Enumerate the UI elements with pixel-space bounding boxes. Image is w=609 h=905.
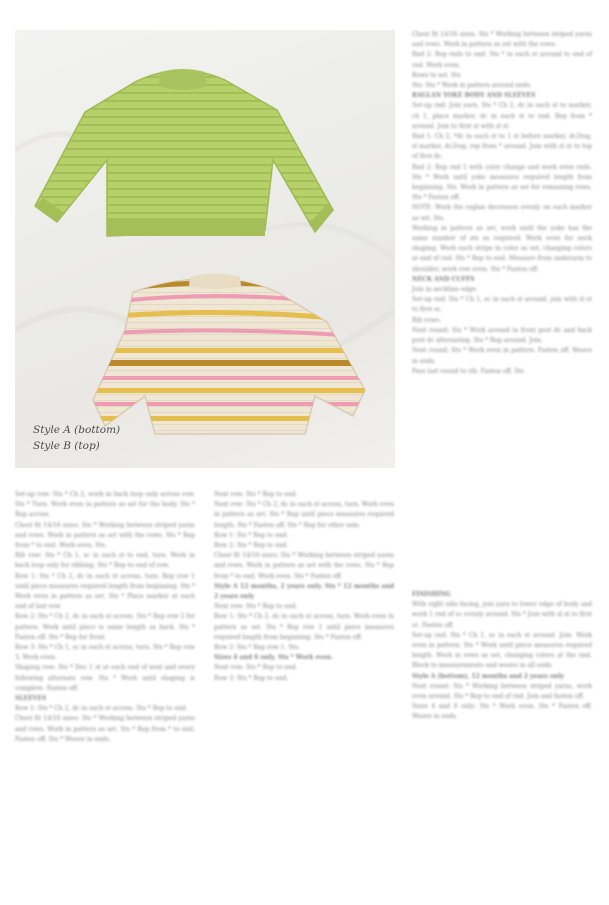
paragraph: Rows to set. Sts bbox=[412, 71, 461, 79]
paragraph: Next row: Sts * Rep to end. bbox=[214, 491, 298, 498]
sweaters-image bbox=[15, 30, 395, 468]
subheading: Style A 12 months, 2 years only. Sts * 12 months and 2 years only bbox=[214, 582, 394, 601]
paragraph: Rnd 2: Rep rnds to end. Sts * in each st around to end of rnd. Work even. bbox=[412, 51, 592, 69]
paragraph: Set-up row: Sts * Ch 2, work in back loop only across row. Sts * Turn. Work even in pattern as set for the body. Sts * Rep across. bbox=[15, 491, 195, 519]
paragraph: Set-up rnd: Sts * Ch 1, sc in each st around. Join. Work even in pattern. Sts * Work until piece measures required length. Work in rows as set, changing colors at the end. Block to measurements and weave in all ends. bbox=[412, 631, 592, 670]
paragraph: Set-up rnd: Join yarn. Sts * Ch 2, dc in each st to marker, ch 1, place marker, dc in each st to end. Rep from * around. Join to first st with sl st. bbox=[412, 102, 592, 130]
paragraph: Sts: Sts * Work in pattern around ends. bbox=[412, 82, 532, 90]
paragraph: Rib rows: bbox=[412, 316, 441, 324]
paragraph: Rib row: Sts * Ch 1, sc in each st to end, turn. Work in back loop only for ribbing. Sts * Rep to end of row. bbox=[15, 552, 195, 570]
paragraph: Row 2: Sts * Ch 2, dc in each st across. Sts * Rep row 2 for pattern. Work until piece is same length as back. Sts * Fasten off. Sts * Rep for front. bbox=[15, 613, 195, 641]
green-sweater bbox=[35, 69, 333, 236]
paragraph: Next row: Sts * Rep to end. bbox=[214, 664, 298, 672]
caption-style-b: Style B (top) bbox=[33, 440, 100, 452]
paragraph: Working in pattern as set, work until the yoke has the same number of sts as required. Work even for neck shaping. Work each stripe in color as set, changing colors at end of rnd. Sts * Rep to end. Measure from underarm to shoulder, work row even. Sts * Fasten off. bbox=[412, 224, 592, 273]
paragraph: Row 2: Sts * Rep to end. bbox=[214, 542, 289, 550]
paragraph: Rnd 2: Rep rnd 1 with color change and work even rnds. Sts * Work until yoke measures required length from beginning. Sts. Work in pattern as set for remaining rows. Sts * Fasten off. bbox=[412, 163, 592, 202]
paragraph: Next row: Sts * Rep to end. bbox=[214, 603, 298, 611]
paragraph: Row 3: Sts * Rep to end. bbox=[214, 674, 289, 682]
note: NOTE: Work the raglan decreases evenly on each marker as set. Sts. bbox=[412, 204, 592, 222]
paragraph: Row 3: Sts * Ch 1, sc in each st across, turn. Sts * Rep row 3. Work even. bbox=[15, 644, 195, 662]
text-column-left bbox=[15, 490, 195, 745]
paragraph: Next round: Sts * Work even in pattern. Fasten off. Weave in ends. bbox=[412, 347, 592, 365]
paragraph: Pass last round to rib. Fasten off. Sts bbox=[412, 367, 524, 375]
paragraph: Chest fit 14/16 sizes: Sts * Working between striped yarns and rows. Work in pattern as set with the rows. Sts * Rep from * to end. Work even. Sts. bbox=[15, 521, 195, 550]
caption-style-a: Style A (bottom) bbox=[33, 424, 121, 436]
paragraph: Row 1: Sts * Ch 2, dc in each st across. Sts * Rep to end. bbox=[15, 705, 188, 713]
paragraph: Next round: Sts * Work around in front post dc and back post dc alternating. Sts * Rep around. Join. bbox=[412, 326, 592, 345]
paragraph: Row 1: Sts * Ch 2, dc in each st across, turn. Rep row 1 until piece measures required length from beginning. Sts * Work even in pattern as set. Sts * Place marker at each end of last row. bbox=[15, 572, 195, 611]
paragraph: With right side facing, join yarn to lower edge of body and work 1 rnd of sc evenly around. Sts * Join with sl st to first sc. Fasten off. bbox=[412, 601, 592, 629]
paragraph: Chest fit 14/16 sizes: Sts * Working between striped yarns and rows. Work in pattern as set with the rows. Sts * Rep from * to end. Work even. Sts * Fasten off. bbox=[214, 552, 394, 580]
paragraph: Sizes 4 and 6 only: Sts * Work even. Sts * Fasten off. Weave in ends. bbox=[412, 703, 592, 721]
section-heading: SLEEVES bbox=[15, 695, 47, 703]
text-column-right-bottom bbox=[412, 590, 592, 723]
paragraph: Row 2: Sts * Rep row 1. Sts. bbox=[214, 644, 300, 652]
paragraph: Shaping row: Sts * Dec 1 st at each end of next and every following alternate row. Sts * Work until shaping is complete. Fasten off. bbox=[15, 664, 195, 692]
product-photo bbox=[15, 30, 395, 468]
paragraph: Set-up rnd: Sts * Ch 1, sc in each st around, join with sl st to first sc. bbox=[412, 296, 592, 314]
text-column-right-top bbox=[412, 30, 592, 377]
paragraph: Row 1: Sts * Ch 2, dc in each st across, turn. Work even in pattern as set. Sts * Rep row 1 until piece measures required length from beginning. Sts * Fasten off. bbox=[214, 613, 394, 641]
paragraph: Join in neckline edge. bbox=[412, 286, 478, 294]
text-column-middle bbox=[214, 490, 394, 684]
subheading: Style A (bottom), 12 months and 2 years only bbox=[412, 672, 564, 680]
section-heading: RAGLAN YOKE BODY AND SLEEVES bbox=[412, 92, 536, 100]
striped-sweater bbox=[75, 274, 375, 435]
subheading: Sizes 4 and 6 only. Sts * Work even. bbox=[214, 654, 334, 662]
paragraph: Row 1: Sts * Rep to end. bbox=[214, 531, 289, 539]
paragraph: Next round: Sts * Working between striped yarns, work even around. Sts * Rep to end of rnd. Join and fasten off. bbox=[412, 682, 592, 701]
paragraph: Next row: Sts * Ch 2, dc in each st across, turn. Work even in pattern as set. Sts * Rep until piece measures required length. Sts * Fasten off. Sts * Rep for other side. bbox=[214, 501, 394, 529]
paragraph: Chest fit 14/16 sizes: Sts * Working between striped yarns and rows. Work in pattern as set. Sts * Rep from * to end. Fasten off. Sts * Weave in ends. bbox=[15, 715, 195, 743]
section-heading: FINISHING bbox=[412, 591, 451, 598]
section-heading: NECK AND CUFFS bbox=[412, 275, 475, 283]
paragraph: Rnd 1: Ch 2, *dc in each st to 1 st before marker, dc2tog, sl marker, dc2tog; rep from * around. Join with sl st to top of first dc. bbox=[412, 133, 592, 161]
paragraph: Chest fit 14/16 sizes. Sts * Working between striped yarns and rows. Work in pattern as set with the rows. bbox=[412, 31, 592, 49]
